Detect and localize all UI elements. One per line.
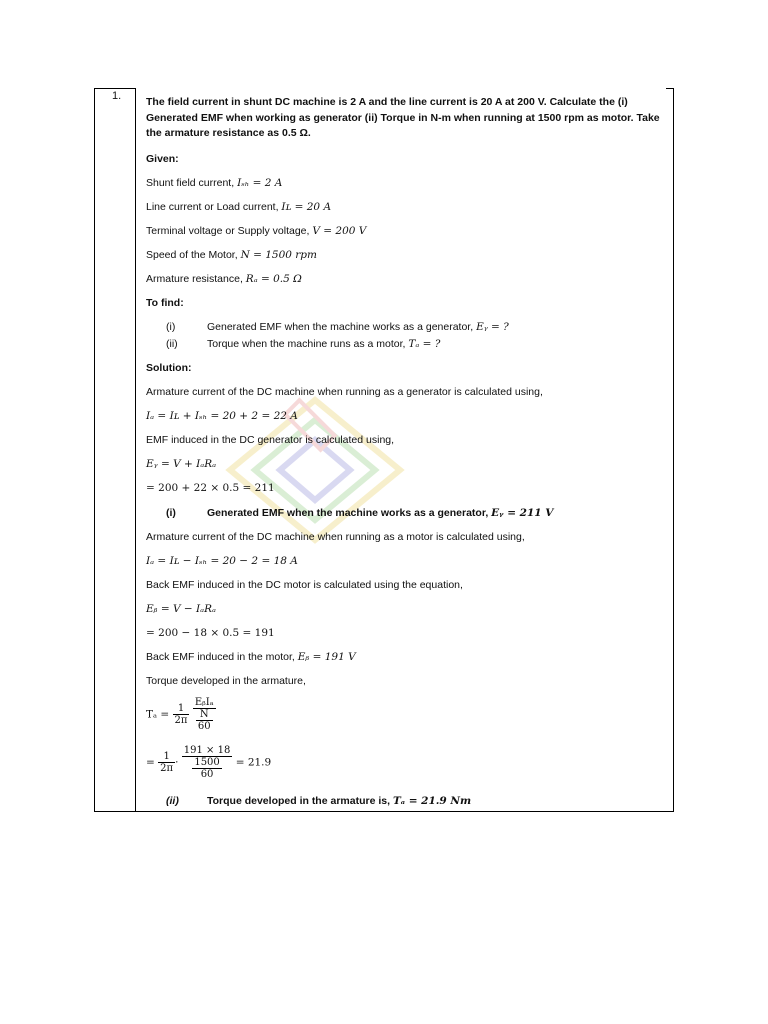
given-item: Line current or Load current, Iʟ = 20 A — [146, 201, 332, 213]
solution-text: Back EMF induced in the motor, Eᵦ = 191 V — [146, 651, 356, 663]
equation: Iₐ = Iʟ − Iₛₕ = 20 − 2 = 18 A — [146, 555, 298, 567]
given-item: Armature resistance, Rₐ = 0.5 Ω — [146, 273, 302, 285]
result-i: (i) Generated EMF when the machine works as a generator, Eᵧ = 211 V — [166, 507, 554, 519]
given-item: Terminal voltage or Supply voltage, V = 200 V — [146, 225, 367, 237]
fraction: $\frac{1}{2\pi}$ — [160, 751, 174, 774]
equation: Eᵧ = V + IₐRₐ — [146, 458, 217, 470]
fraction: $\frac{\text{EᵦIₐ}}{\frac{N}{60}}$ — [194, 697, 214, 732]
equation: Iₐ = Iʟ + Iₛₕ = 20 + 2 = 22 A — [146, 410, 298, 422]
solution-text: Back EMF induced in the DC motor is calculated using the equation, — [146, 579, 463, 591]
to-find-item: (ii) Torque when the machine runs as a motor, Tₐ = ? — [166, 338, 441, 350]
question-text: The field current in shunt DC machine is 2 A and the line current is 20 A at 200 V. Calculate the (i) Generated EMF when working as generator (ii) Torque in N-m when running at 1500 rpm as motor. Take the armature resistance as 0.5 Ω. — [146, 96, 660, 139]
fraction: $\frac{191 \times 18}{\frac{1500}{60}}$ — [183, 745, 231, 780]
solution-heading: Solution: — [146, 362, 192, 374]
solution-text: Torque developed in the armature, — [146, 675, 306, 687]
right-border — [673, 88, 674, 812]
solution-text: EMF induced in the DC generator is calculated using, — [146, 434, 395, 446]
number-column — [94, 88, 136, 812]
bottom-border — [94, 811, 674, 812]
equation: = 200 + 22 × 0.5 = 211 — [146, 482, 275, 494]
torque-calculation: = $\frac{1}{2\pi}$ · $\frac{191 \times 18}{\frac{1500}{60}}$ = 21.9 — [146, 745, 272, 780]
corner-tick — [666, 88, 674, 89]
given-item: Speed of the Motor, N = 1500 rpm — [146, 249, 317, 261]
corner-tick — [666, 811, 674, 812]
to-find-item: (i) Generated EMF when the machine works as a generator, Eᵧ = ? — [166, 321, 509, 333]
fraction: $\frac{1}{2\pi}$ — [174, 703, 188, 726]
equation: = 200 − 18 × 0.5 = 191 — [146, 627, 275, 639]
solution-text: Armature current of the DC machine when running as a generator is calculated using, — [146, 386, 543, 398]
question-number: 1. — [112, 90, 122, 102]
to-find-heading: To find: — [146, 297, 184, 309]
given-heading: Given: — [146, 153, 179, 165]
result-ii: (ii) Torque developed in the armature is, Tₐ = 21.9 Nm — [166, 795, 472, 807]
torque-formula: Tₐ = $\frac{1}{2\pi}$ $\frac{\text{EᵦIₐ}}{\frac{N}{60}}$ — [146, 697, 214, 732]
given-item: Shunt field current, Iₛₕ = 2 A — [146, 177, 283, 189]
solution-text: Armature current of the DC machine when running as a motor is calculated using, — [146, 531, 525, 543]
equation: Eᵦ = V − IₐRₐ — [146, 603, 216, 615]
